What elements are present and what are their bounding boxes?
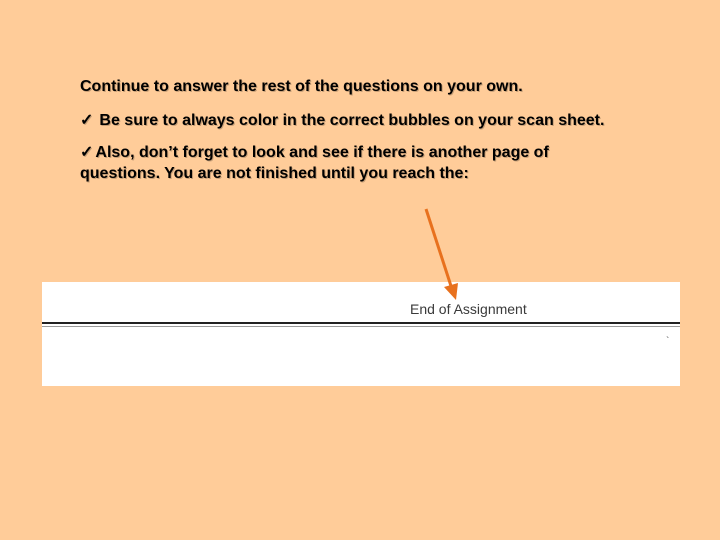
check-icon: ✓ (80, 144, 94, 161)
scan-mark: ` (666, 336, 670, 347)
instruction-continue: Continue to answer the rest of the questions on your own. (80, 78, 523, 95)
instruction-next-page-continued: questions. You are not finished until you reach the: (80, 165, 469, 182)
check-icon: ✓ (80, 112, 94, 129)
instruction-bubbles-text: Be sure to always color in the correct bubbles on your scan sheet. (99, 112, 605, 129)
instruction-next-page-text: Also, don’t forget to look and see if there is another page of (95, 144, 549, 161)
end-of-assignment-label: End of Assignment (410, 301, 527, 317)
